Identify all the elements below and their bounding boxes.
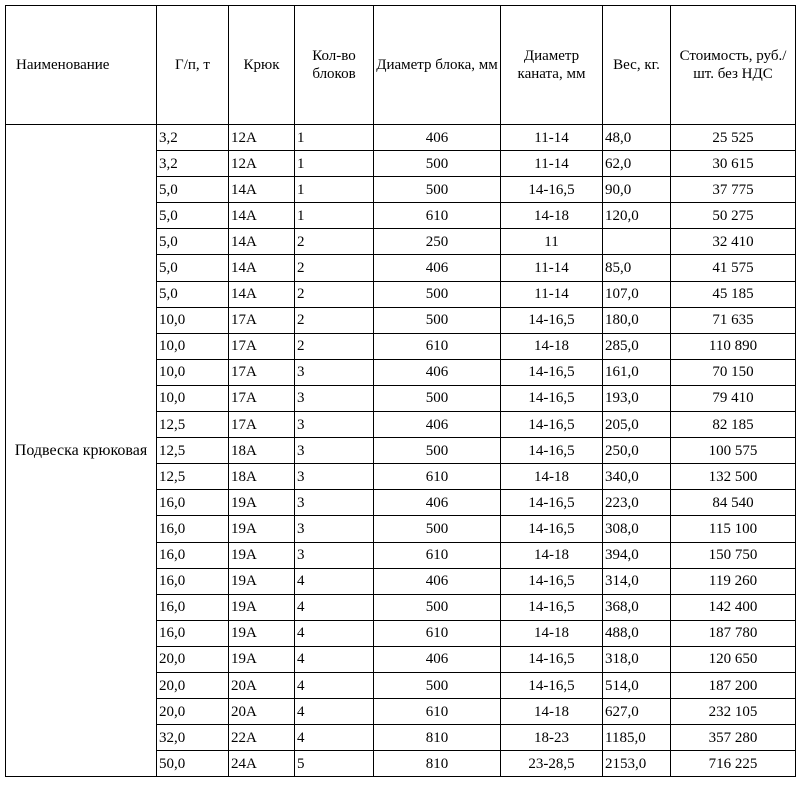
cell-blocks: 4 — [295, 568, 374, 594]
cell-weight: 107,0 — [603, 281, 671, 307]
cell-price: 84 540 — [671, 490, 796, 516]
cell-capacity: 5,0 — [157, 203, 229, 229]
cell-rope-diameter: 18-23 — [501, 725, 603, 751]
cell-weight: 85,0 — [603, 255, 671, 281]
cell-capacity: 20,0 — [157, 646, 229, 672]
cell-blocks: 1 — [295, 203, 374, 229]
cell-price: 150 750 — [671, 542, 796, 568]
cell-capacity: 5,0 — [157, 177, 229, 203]
cell-capacity: 12,5 — [157, 464, 229, 490]
cell-price: 30 615 — [671, 151, 796, 177]
cell-hook: 17А — [229, 307, 295, 333]
cell-blocks: 3 — [295, 490, 374, 516]
cell-price: 120 650 — [671, 646, 796, 672]
cell-hook: 14А — [229, 229, 295, 255]
header-name: Наименование — [6, 6, 157, 125]
cell-price: 110 890 — [671, 333, 796, 359]
cell-capacity: 16,0 — [157, 542, 229, 568]
cell-blocks: 3 — [295, 464, 374, 490]
cell-rope-diameter: 14-16,5 — [501, 672, 603, 698]
cell-weight: 180,0 — [603, 307, 671, 333]
cell-rope-diameter: 14-16,5 — [501, 177, 603, 203]
cell-blocks: 2 — [295, 333, 374, 359]
cell-price: 119 260 — [671, 568, 796, 594]
price-table — [5, 5, 796, 777]
cell-block-diameter: 406 — [374, 646, 501, 672]
cell-rope-diameter: 14-16,5 — [501, 594, 603, 620]
cell-price: 37 775 — [671, 177, 796, 203]
cell-price: 132 500 — [671, 464, 796, 490]
cell-price: 232 105 — [671, 699, 796, 725]
cell-weight: 120,0 — [603, 203, 671, 229]
cell-block-diameter: 610 — [374, 542, 501, 568]
cell-block-diameter: 406 — [374, 412, 501, 438]
cell-rope-diameter: 14-16,5 — [501, 307, 603, 333]
cell-blocks: 3 — [295, 412, 374, 438]
cell-price: 716 225 — [671, 751, 796, 777]
cell-blocks: 1 — [295, 125, 374, 151]
table-body — [6, 125, 796, 777]
cell-weight: 48,0 — [603, 125, 671, 151]
cell-block-diameter: 406 — [374, 125, 501, 151]
cell-rope-diameter: 14-16,5 — [501, 490, 603, 516]
cell-rope-diameter: 11-14 — [501, 255, 603, 281]
cell-hook: 19А — [229, 490, 295, 516]
cell-capacity: 3,2 — [157, 125, 229, 151]
cell-price: 32 410 — [671, 229, 796, 255]
cell-rope-diameter: 11-14 — [501, 281, 603, 307]
table-row — [6, 125, 796, 151]
cell-weight: 318,0 — [603, 646, 671, 672]
cell-capacity: 12,5 — [157, 438, 229, 464]
cell-blocks: 4 — [295, 699, 374, 725]
cell-price: 25 525 — [671, 125, 796, 151]
header-blocks: Кол-во блоков — [295, 6, 374, 125]
cell-capacity: 12,5 — [157, 412, 229, 438]
cell-hook: 24А — [229, 751, 295, 777]
product-name-cell: Подвеска крюковая — [6, 125, 157, 777]
cell-hook: 19А — [229, 646, 295, 672]
cell-weight: 161,0 — [603, 359, 671, 385]
cell-rope-diameter: 11-14 — [501, 151, 603, 177]
cell-block-diameter: 610 — [374, 620, 501, 646]
table-header — [6, 6, 796, 125]
cell-hook: 14А — [229, 177, 295, 203]
cell-capacity: 16,0 — [157, 594, 229, 620]
cell-rope-diameter: 14-16,5 — [501, 359, 603, 385]
cell-blocks: 4 — [295, 672, 374, 698]
cell-capacity: 3,2 — [157, 151, 229, 177]
header-rope-diameter: Диаметр каната, мм — [501, 6, 603, 125]
cell-weight: 514,0 — [603, 672, 671, 698]
cell-capacity: 16,0 — [157, 516, 229, 542]
cell-weight: 314,0 — [603, 568, 671, 594]
cell-blocks: 5 — [295, 751, 374, 777]
cell-hook: 18А — [229, 464, 295, 490]
cell-hook: 19А — [229, 516, 295, 542]
cell-block-diameter: 500 — [374, 151, 501, 177]
cell-capacity: 32,0 — [157, 725, 229, 751]
cell-weight: 193,0 — [603, 385, 671, 411]
cell-price: 50 275 — [671, 203, 796, 229]
cell-weight — [603, 229, 671, 255]
cell-price: 41 575 — [671, 255, 796, 281]
cell-blocks: 4 — [295, 594, 374, 620]
cell-block-diameter: 500 — [374, 177, 501, 203]
header-block-diameter: Диаметр блока, мм — [374, 6, 501, 125]
cell-capacity: 20,0 — [157, 672, 229, 698]
cell-blocks: 1 — [295, 151, 374, 177]
cell-blocks: 3 — [295, 385, 374, 411]
cell-block-diameter: 500 — [374, 281, 501, 307]
cell-hook: 18А — [229, 438, 295, 464]
cell-price: 357 280 — [671, 725, 796, 751]
cell-weight: 250,0 — [603, 438, 671, 464]
cell-weight: 368,0 — [603, 594, 671, 620]
cell-block-diameter: 610 — [374, 203, 501, 229]
cell-blocks: 1 — [295, 177, 374, 203]
cell-block-diameter: 810 — [374, 725, 501, 751]
cell-hook: 17А — [229, 333, 295, 359]
header-row — [6, 6, 796, 125]
cell-block-diameter: 500 — [374, 672, 501, 698]
cell-rope-diameter: 14-18 — [501, 464, 603, 490]
cell-blocks: 3 — [295, 542, 374, 568]
cell-blocks: 2 — [295, 255, 374, 281]
cell-capacity: 5,0 — [157, 281, 229, 307]
cell-rope-diameter: 14-16,5 — [501, 646, 603, 672]
cell-capacity: 50,0 — [157, 751, 229, 777]
cell-price: 70 150 — [671, 359, 796, 385]
cell-hook: 17А — [229, 359, 295, 385]
cell-hook: 22А — [229, 725, 295, 751]
cell-price: 142 400 — [671, 594, 796, 620]
cell-capacity: 5,0 — [157, 255, 229, 281]
cell-block-diameter: 406 — [374, 568, 501, 594]
cell-hook: 14А — [229, 255, 295, 281]
cell-hook: 20А — [229, 699, 295, 725]
cell-rope-diameter: 14-16,5 — [501, 438, 603, 464]
cell-weight: 308,0 — [603, 516, 671, 542]
cell-block-diameter: 406 — [374, 490, 501, 516]
cell-block-diameter: 500 — [374, 594, 501, 620]
cell-hook: 19А — [229, 620, 295, 646]
cell-rope-diameter: 11 — [501, 229, 603, 255]
cell-price: 45 185 — [671, 281, 796, 307]
cell-blocks: 4 — [295, 725, 374, 751]
cell-capacity: 16,0 — [157, 568, 229, 594]
cell-hook: 12А — [229, 151, 295, 177]
cell-hook: 19А — [229, 542, 295, 568]
cell-hook: 17А — [229, 412, 295, 438]
cell-block-diameter: 500 — [374, 385, 501, 411]
cell-weight: 62,0 — [603, 151, 671, 177]
cell-rope-diameter: 14-16,5 — [501, 385, 603, 411]
cell-blocks: 2 — [295, 281, 374, 307]
cell-block-diameter: 406 — [374, 359, 501, 385]
cell-hook: 14А — [229, 203, 295, 229]
cell-price: 79 410 — [671, 385, 796, 411]
cell-hook: 19А — [229, 568, 295, 594]
cell-price: 115 100 — [671, 516, 796, 542]
cell-weight: 394,0 — [603, 542, 671, 568]
cell-weight: 627,0 — [603, 699, 671, 725]
cell-weight: 488,0 — [603, 620, 671, 646]
cell-price: 100 575 — [671, 438, 796, 464]
cell-block-diameter: 500 — [374, 307, 501, 333]
cell-blocks: 4 — [295, 620, 374, 646]
cell-hook: 14А — [229, 281, 295, 307]
cell-capacity: 10,0 — [157, 359, 229, 385]
cell-blocks: 3 — [295, 516, 374, 542]
cell-hook: 19А — [229, 594, 295, 620]
cell-block-diameter: 250 — [374, 229, 501, 255]
cell-rope-diameter: 14-18 — [501, 333, 603, 359]
cell-weight: 90,0 — [603, 177, 671, 203]
cell-weight: 205,0 — [603, 412, 671, 438]
header-weight: Вес, кг. — [603, 6, 671, 125]
cell-capacity: 10,0 — [157, 385, 229, 411]
cell-block-diameter: 500 — [374, 438, 501, 464]
cell-hook: 12А — [229, 125, 295, 151]
cell-hook: 20А — [229, 672, 295, 698]
cell-blocks: 3 — [295, 438, 374, 464]
cell-weight: 223,0 — [603, 490, 671, 516]
cell-capacity: 10,0 — [157, 307, 229, 333]
cell-blocks: 3 — [295, 359, 374, 385]
cell-rope-diameter: 14-16,5 — [501, 516, 603, 542]
cell-blocks: 2 — [295, 307, 374, 333]
cell-capacity: 20,0 — [157, 699, 229, 725]
cell-blocks: 2 — [295, 229, 374, 255]
cell-capacity: 16,0 — [157, 620, 229, 646]
cell-weight: 340,0 — [603, 464, 671, 490]
cell-block-diameter: 500 — [374, 516, 501, 542]
cell-capacity: 16,0 — [157, 490, 229, 516]
cell-price: 187 200 — [671, 672, 796, 698]
cell-rope-diameter: 14-18 — [501, 542, 603, 568]
cell-rope-diameter: 14-18 — [501, 203, 603, 229]
cell-block-diameter: 610 — [374, 699, 501, 725]
cell-price: 71 635 — [671, 307, 796, 333]
header-capacity: Г/п, т — [157, 6, 229, 125]
cell-block-diameter: 810 — [374, 751, 501, 777]
cell-capacity: 10,0 — [157, 333, 229, 359]
cell-block-diameter: 406 — [374, 255, 501, 281]
cell-rope-diameter: 11-14 — [501, 125, 603, 151]
cell-rope-diameter: 14-18 — [501, 699, 603, 725]
cell-blocks: 4 — [295, 646, 374, 672]
cell-price: 82 185 — [671, 412, 796, 438]
cell-weight: 285,0 — [603, 333, 671, 359]
cell-block-diameter: 610 — [374, 464, 501, 490]
cell-rope-diameter: 23-28,5 — [501, 751, 603, 777]
header-hook: Крюк — [229, 6, 295, 125]
cell-weight: 2153,0 — [603, 751, 671, 777]
cell-rope-diameter: 14-16,5 — [501, 568, 603, 594]
cell-rope-diameter: 14-16,5 — [501, 412, 603, 438]
cell-price: 187 780 — [671, 620, 796, 646]
cell-weight: 1185,0 — [603, 725, 671, 751]
header-price: Стоимость, руб./шт. без НДС — [671, 6, 796, 125]
cell-block-diameter: 610 — [374, 333, 501, 359]
cell-rope-diameter: 14-18 — [501, 620, 603, 646]
cell-capacity: 5,0 — [157, 229, 229, 255]
cell-hook: 17А — [229, 385, 295, 411]
